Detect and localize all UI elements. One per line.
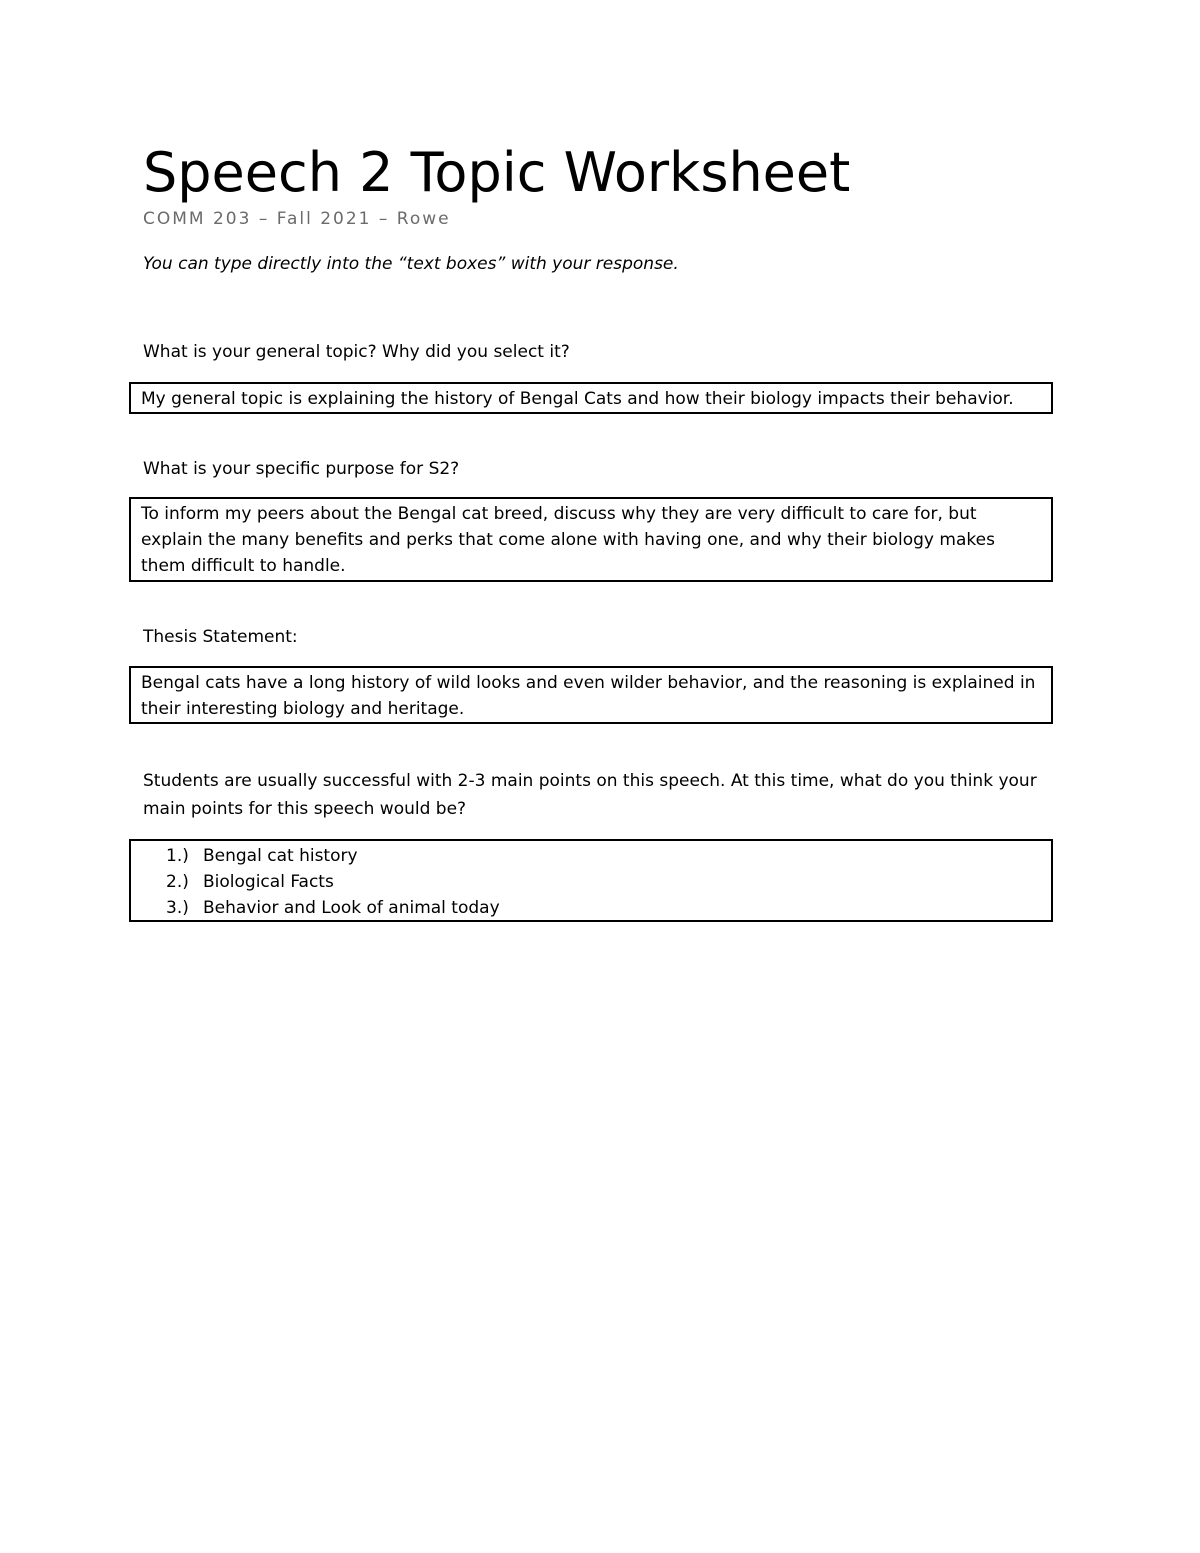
specific-purpose-answer-box[interactable] (129, 497, 1053, 582)
main-point-number: 1.) (166, 846, 189, 866)
main-point-text: Bengal cat history (203, 846, 358, 866)
general-topic-answer-box[interactable] (129, 382, 1053, 414)
main-point-number: 3.) (166, 898, 189, 918)
main-points-answer-box[interactable] (129, 839, 1053, 922)
main-point-item (166, 869, 1051, 895)
general-topic-answer-text: My general topic is explaining the history of Bengal Cats and how their biology impacts their behavior. (141, 389, 1014, 409)
specific-purpose-answer-text: To inform my peers about the Bengal cat breed, discuss why they are very difficult to care for, but explain the many benefits and perks that come alone with having one, and why their biology makes them difficult to handle. (141, 504, 995, 576)
main-point-item (166, 895, 1051, 921)
thesis-answer-box[interactable] (129, 666, 1053, 724)
instruction-text: You can type directly into the “text boxes” with your response. (143, 254, 679, 274)
main-points-question: Students are usually successful with 2-3 main points on this speech. At this time, what do you think your main points for this speech would be? (143, 771, 1037, 819)
page-title: Speech 2 Topic Worksheet (143, 141, 851, 204)
main-point-text: Behavior and Look of animal today (203, 898, 500, 918)
course-subtitle: COMM 203 – Fall 2021 – Rowe (143, 209, 451, 229)
thesis-answer-text: Bengal cats have a long history of wild looks and even wilder behavior, and the reasoning is explained in their interesting biology and heritage. (141, 673, 1036, 719)
general-topic-question: What is your general topic? Why did you select it? (143, 342, 570, 362)
main-point-item (166, 843, 1051, 869)
main-point-number: 2.) (166, 872, 189, 892)
main-point-text: Biological Facts (203, 872, 334, 892)
thesis-question: Thesis Statement: (143, 627, 298, 647)
specific-purpose-question: What is your specific purpose for S2? (143, 459, 460, 479)
main-points-list (141, 843, 1051, 921)
